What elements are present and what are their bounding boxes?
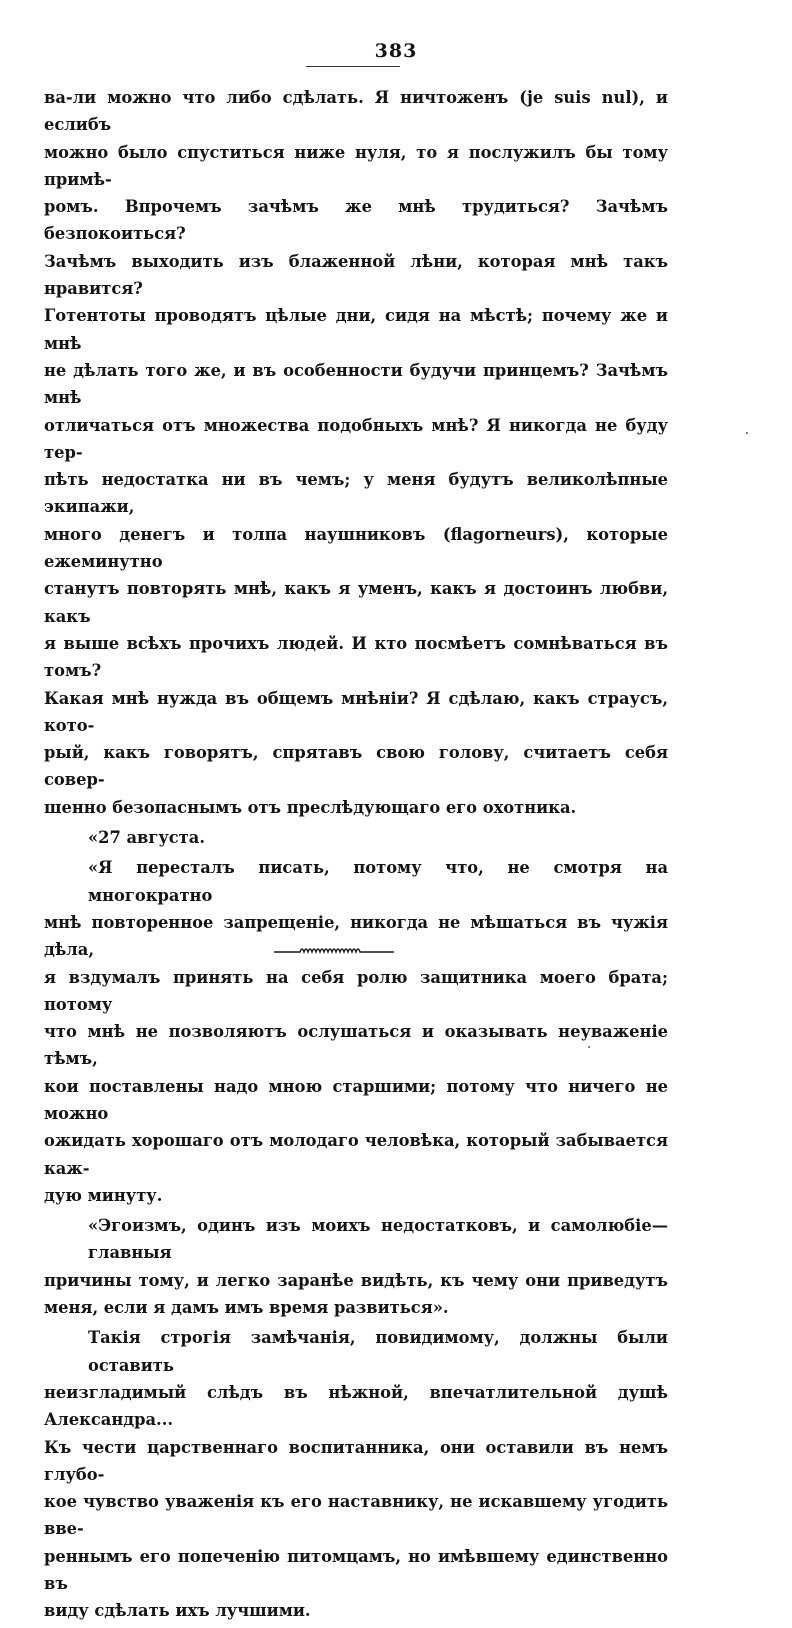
text-line: не дѣлать того же, и въ особенности будучи принцемъ? Зачѣмъ мнѣ [44, 360, 668, 408]
print-speck [746, 432, 748, 434]
print-speck [588, 1046, 590, 1048]
body-text [44, 84, 668, 1628]
text-line: виду сдѣлать ихъ лучшими. [44, 1601, 311, 1621]
text-line: «Я пересталъ писать, потому что, не смотря на многократно [88, 858, 668, 905]
text-line: мнѣ повторенное запрещеніе, никогда не мѣшаться въ чужія дѣла, [44, 912, 668, 960]
paragraph-4 [44, 1212, 668, 1321]
text-line: станутъ повторять мнѣ, какъ я уменъ, какъ я достоинъ любви, какъ [44, 579, 668, 626]
text-line: дую минуту. [44, 1185, 163, 1205]
text-line: кое чувство уваженія къ его наставнику, не искавшему угодить вве- [44, 1492, 668, 1539]
text-line: ромъ. Впрочемъ зачѣмъ же мнѣ трудиться? Зачѣмъ безпокоиться? [44, 197, 668, 244]
text-line: много денегъ и толпа наушниковъ (flagorneurs), которые ежеминутно [44, 524, 668, 572]
text-line: я выше всѣхъ прочихъ людей. И кто посмѣетъ сомнѣваться въ томъ? [44, 633, 668, 681]
text-line: меня, если я дамъ имъ время развиться». [44, 1298, 449, 1318]
text-line: Готентоты проводятъ цѣлые дни, сидя на мѣстѣ; почему же и мнѣ [44, 306, 668, 353]
text-line: неизгладимый слѣдъ въ нѣжной, впечатлительной душѣ Александра... [44, 1382, 668, 1430]
date-heading: «27 августа. [88, 828, 205, 848]
paragraph-5 [44, 1324, 668, 1624]
text-line: ва-ли можно что либо сдѣлать. Я ничтоженъ (je suis nul), и еслибъ [44, 88, 668, 135]
text-line: кои поставлены надо мною старшими; потому что ничего не можно [44, 1076, 668, 1123]
text-line: отличаться отъ множества подобныхъ мнѣ? Я никогда не буду тер- [44, 415, 668, 462]
text-line: Такія строгія замѣчанія, повидимому, должны были оставить [88, 1328, 668, 1375]
text-line: ожидать хорошаго отъ молодаго человѣка, который забывается каж- [44, 1131, 668, 1178]
text-line: пѣть недостатка ни въ чемъ; у меня будутъ великолѣпные экипажи, [44, 470, 668, 517]
text-line: что мнѣ не позволяютъ ослушаться и оказывать неуваженіе тѣмъ, [44, 1022, 668, 1069]
text-line: можно было спуститься ниже нуля, то я послужилъ бы тому примѣ- [44, 142, 668, 189]
text-line: «Эгоизмъ, одинъ изъ моихъ недостатковъ, и самолюбіе—главныя [88, 1216, 668, 1263]
text-line: реннымъ его попеченію питомцамъ, но имѣвшему единственно въ [44, 1546, 668, 1594]
text-line: шенно безопаснымъ отъ преслѣдующаго его охотника. [44, 797, 577, 817]
paragraph-1 [44, 84, 668, 821]
text-line: рый, какъ говорятъ, спрятавъ свою голову, считаетъ себя совер- [44, 743, 668, 790]
text-line: Какая мнѣ нужда въ общемъ мнѣніи? Я сдѣлаю, какъ страусъ, кото- [44, 688, 668, 735]
ornament-divider [272, 942, 396, 956]
paragraph-2 [44, 824, 668, 851]
text-line: Къ чести царственнаго воспитанника, они оставили въ немъ глубо- [44, 1437, 668, 1484]
paragraph-3 [44, 854, 668, 1209]
text-line: причины тому, и легко заранѣе видѣть, къ чему они приведутъ [44, 1270, 668, 1290]
text-line: я вздумалъ принять на себя ролю защитника моего брата; потому [44, 967, 668, 1014]
text-line: Зачѣмъ выходить изъ блаженной лѣни, которая мнѣ такъ нравится? [44, 251, 668, 299]
page-number: 383 [374, 40, 418, 62]
page-number-rule [306, 66, 400, 67]
